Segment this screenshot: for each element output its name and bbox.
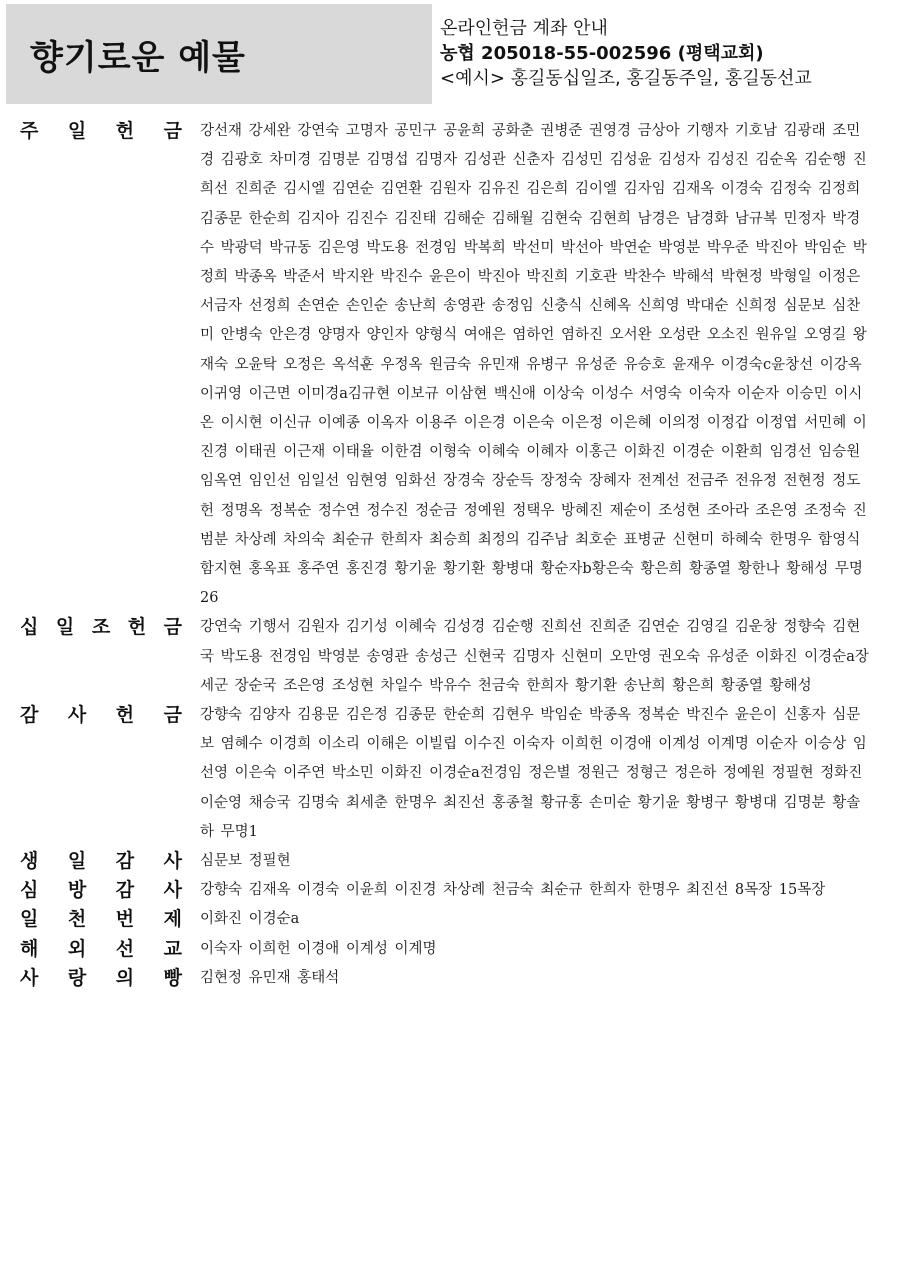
donor-names: 강연숙 기행서 김원자 김기성 이혜숙 김성경 김순행 진희선 진희준 김연순 김영길 김운창 정향숙 김현국 박도용 전경임 박영분 송영관 송성근 신현국 김명자 신현미 오만영 권오숙 유성준 이화진 이경순a장세군 장순국 조은영 조성현 차일수 박유수 천금숙 한희자 황기환 송난희 황은희 황종열 황해성 xyxy=(200,619,869,694)
section-label: 십 일 조 헌 금 xyxy=(20,616,182,639)
section-label: 생 일 감 사 xyxy=(20,850,182,873)
donor-names: 강선재 강세완 강연숙 고명자 공민구 공윤희 공화춘 권병준 권영경 금상아 기행자 기호남 김광래 조민경 김광호 차미경 김명분 김명섭 김명자 김성관 신춘자 김성민 김성윤 김성자 김성진 김순옥 김순행 진희선 진희준 김시엘 김연순 김연환 김원자 김유진 김은희 김이엘 김자임 김재옥 이경숙 김정숙 김정희 김종문 한순희 김지아 김진수 김진태 김해순 김해월 김현숙 김현희 남경은 남경화 남규복 민정자 박경수 박광덕 박규동 김은영 박도용 전경임 박복희 박선미 박선아 박연순 박영분 박우준 박진아 박임순 박정희 박종옥 박준서 박지완 박진수 윤은이 박진아 박진희 기호관 박찬수 박해석 박현정 박형일 이정은 서금자 선정희 손연순 손인순 송난희 송영관 송정임 신충식 신혜옥 신희영 박대순 신희정 심문보 심찬미 안병숙 안은경 양명자 양인자 양형식 여애은 염하언 염하진 오서완 오성란 오소진 원유일 오영길 왕재숙 오윤탁 오정은 옥석훈 우정옥 원금숙 유민재 유병구 유성준 유승호 윤재우 이경숙c윤창선 이강옥 이귀영 이근면 이미경a김규현 이보규 이삼현 백신애 이상숙 이성수 서영숙 이숙자 이순자 이승민 이시온 이시현 이신규 이예종 이옥자 이용주 이은경 이은숙 이은정 이은혜 이의정 이정갑 이정엽 서민혜 이진경 이태권 이근재 이태율 이한겸 이형숙 이혜숙 이혜자 이홍근 이화진 이경순 이환희 임경선 임승원 임옥연 임인선 임일선 임현영 임화선 장경숙 장순득 장정숙 장혜자 전계선 전금주 전유정 전현정 정도헌 정명옥 정복순 정수연 정수진 정순금 정예원 정택우 방혜진 제순이 조성현 조아라 조은영 조정숙 진범분 차상례 차의숙 최순규 한희자 최승희 최정의 김주남 최호순 표병균 신현미 하혜숙 한명우 함영식 함지현 홍옥표 홍주연 홍진경 황기윤 황기환 황병대 황순자b황은숙 황은희 황종열 황한나 황해성 무명26 xyxy=(200,123,867,607)
donor-names: 강향숙 김재옥 이경숙 이윤희 이진경 차상례 천금숙 최순규 한희자 한명우 최진선 8목장 15목장 xyxy=(200,882,826,899)
donor-names: 이화진 이경순a xyxy=(200,911,300,928)
section-bread-of-love xyxy=(0,964,900,993)
donor-names: 김현정 유민재 홍태석 xyxy=(200,969,340,986)
section-thousand-offerings xyxy=(0,905,900,934)
title-banner xyxy=(6,4,432,104)
donor-names: 심문보 정필현 xyxy=(200,853,291,870)
section-label: 해 외 선 교 xyxy=(20,937,182,960)
section-label: 감 사 헌 금 xyxy=(20,704,182,727)
offering-sections xyxy=(0,117,900,993)
section-sunday-offering xyxy=(0,117,900,613)
donor-names: 강향숙 김양자 김용문 김은정 김종문 한순희 김현우 박임순 박종옥 정복순 박진수 윤은이 신홍자 심문보 염혜수 이경희 이소리 이해은 이빌립 이수진 이숙자 이희헌 이경애 이계성 이계명 이순자 이승상 임선영 이은숙 이주연 박소민 이화진 이경순a전경임 정은별 정원근 정형근 정은하 정예원 정필현 정화진 이순영 채승국 김명숙 최세춘 한명우 최진선 홍종철 황규홍 손미순 황기윤 황병구 황병대 김명분 황솔하 무명1 xyxy=(200,707,867,840)
section-birthday-thanks xyxy=(0,847,900,876)
page-title: 향기로운 예물 xyxy=(30,37,246,78)
account-example: <예시> 홍길동십일조, 홍길동주일, 홍길동선교 xyxy=(440,68,812,89)
section-label: 사 랑 의 빵 xyxy=(20,966,182,989)
section-overseas-mission xyxy=(0,935,900,964)
section-visitation-thanks xyxy=(0,876,900,905)
account-heading: 온라인헌금 계좌 안내 xyxy=(440,18,608,39)
section-label: 심 방 감 사 xyxy=(20,879,182,902)
account-number: 농협 205018-55-002596 (평택교회) xyxy=(440,43,764,64)
section-thanksgiving-offering xyxy=(0,701,900,847)
section-tithe-offering xyxy=(0,613,900,701)
section-label: 주 일 헌 금 xyxy=(20,120,182,142)
section-label: 일 천 번 제 xyxy=(20,908,182,931)
donor-names: 이숙자 이희헌 이경애 이계성 이계명 xyxy=(200,940,437,957)
online-offering-account-info xyxy=(440,16,895,91)
